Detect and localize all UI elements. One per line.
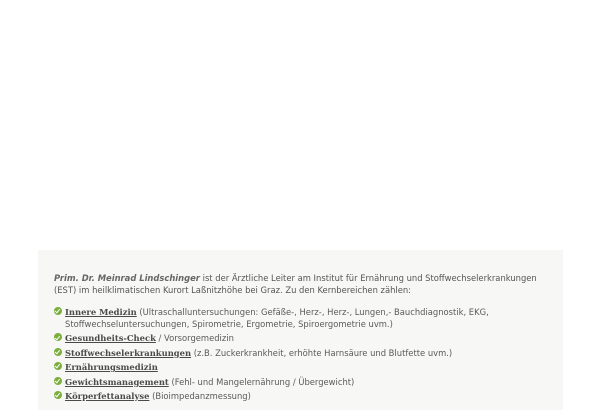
intro-paragraph [54,272,547,296]
check-circle-icon [54,333,62,341]
service-link-ernaehrungsmedizin[interactable]: Ernährungsmedizin [65,362,158,373]
check-circle-icon [54,307,62,315]
service-desc: / Vorsorgemedizin [155,333,234,344]
service-link-gesundheits-check[interactable]: Gesundheits-Check [65,333,156,344]
service-desc: (z.B. Zuckerkrankheit, erhöhte Harnsäure und Blutfette uvm.) [191,347,453,358]
list-item [54,390,547,402]
content-card [38,250,563,410]
service-link-gewichtsmanagement[interactable]: Gewichtsmanagement [65,376,169,387]
check-circle-icon [54,391,62,399]
services-list [54,306,547,402]
service-link-koerperfettanalyse[interactable]: Körperfettanalyse [65,390,150,401]
check-circle-icon [54,362,62,370]
service-desc: (Ultraschalluntersuchungen: Gefäße-, Herz-, Herz-, Lungen,- Bauchdiagnostik, EKG, Stoffwechseluntersuchungen, Spirometrie, Ergometrie, Spiroergometrie uvm.) [65,307,489,329]
service-link-stoffwechselerkrankungen[interactable]: Stoffwechselerkrankungen [65,347,192,358]
service-desc: (Bioimpedanzmessung) [149,390,251,401]
list-item [54,306,547,330]
intro-text: ist der Ärztliche Leiter am Institut für Ernährung und Stoffwechselerkrankungen (EST) im heilklimatischen Kurort Laßnitzhöhe bei Graz. Zu den Kernbereichen zählen: [54,273,537,295]
list-item [54,347,547,359]
list-item [54,376,547,388]
list-item [54,332,547,344]
check-circle-icon [54,377,62,385]
service-desc: (Fehl- und Mangelernährung / Übergewicht) [168,376,355,387]
check-circle-icon [54,348,62,356]
doctor-name: Prim. Dr. Meinrad Lindschinger [54,273,200,283]
list-item [54,361,547,373]
service-link-innere-medizin[interactable]: Innere Medizin [65,307,137,317]
